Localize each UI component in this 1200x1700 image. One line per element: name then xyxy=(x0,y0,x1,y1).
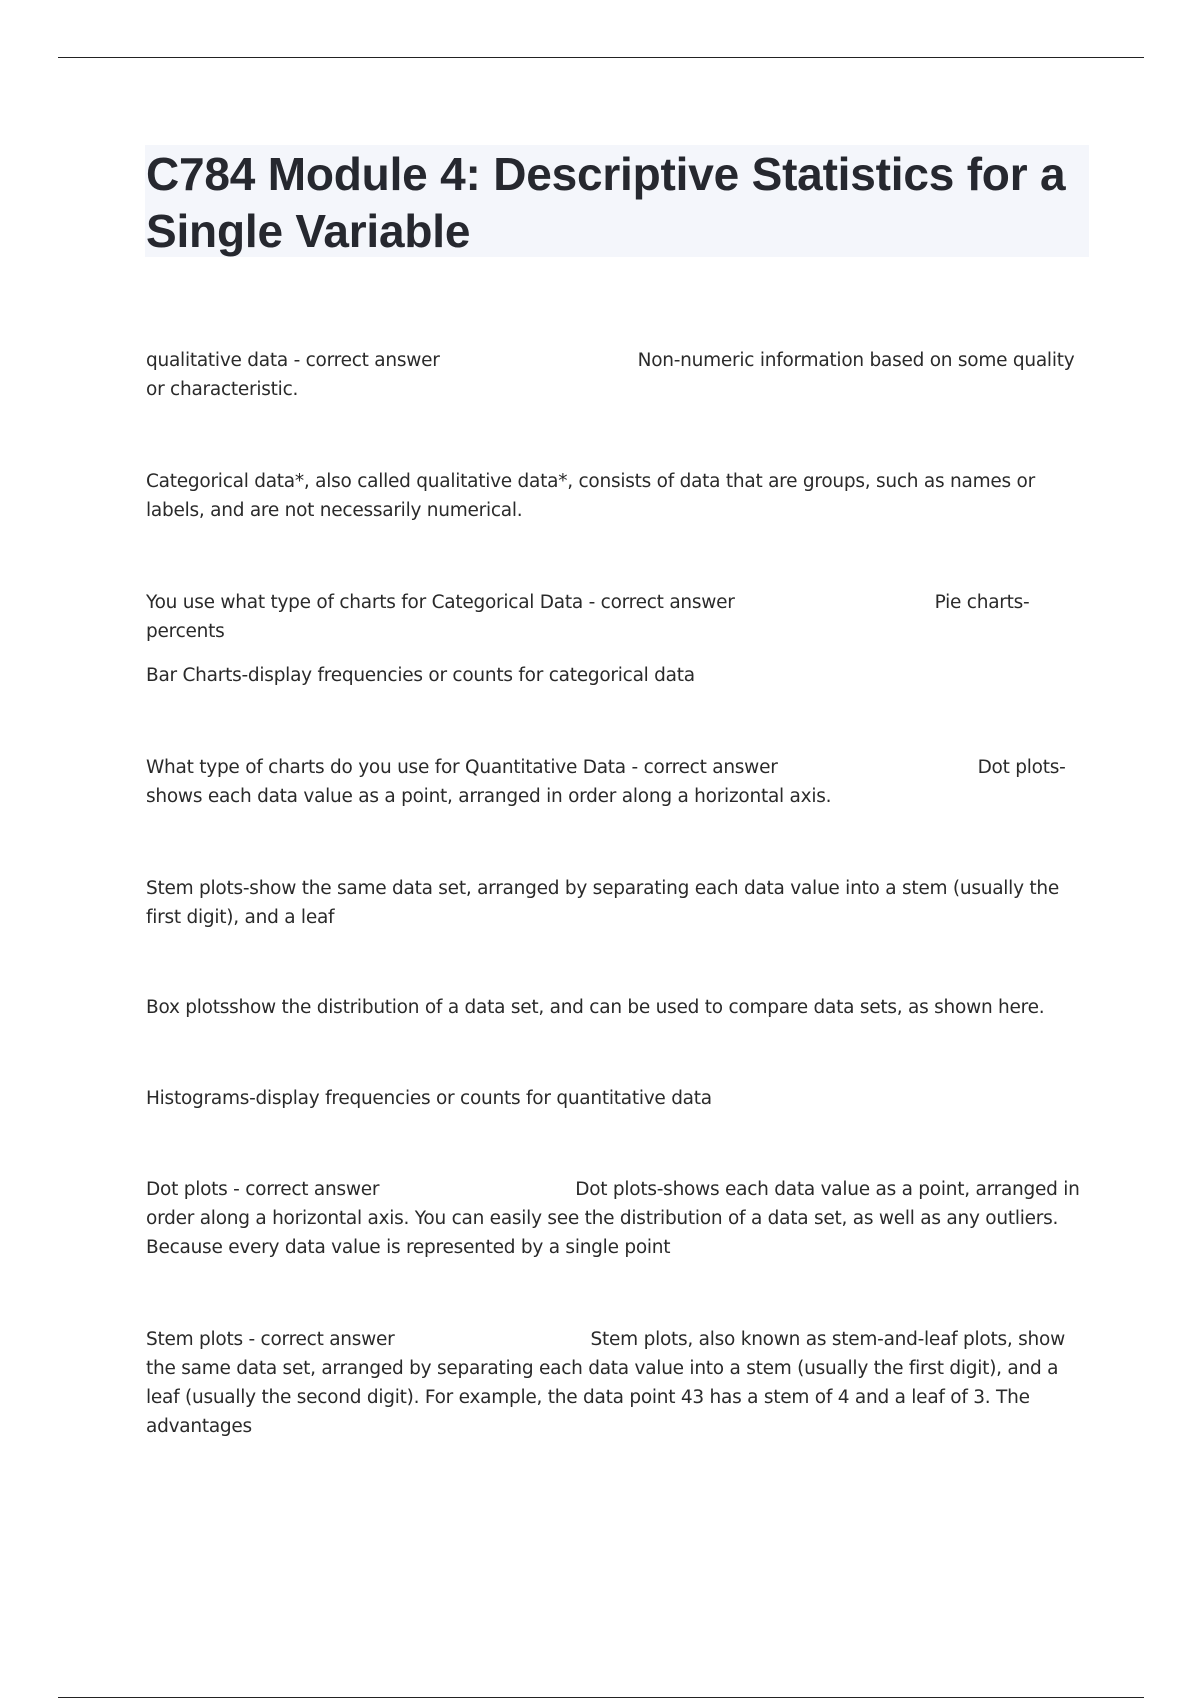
bottom-rule xyxy=(58,1697,1144,1698)
entry-stem-plots-summary: Stem plots-show the same data set, arranged by separating each data value into a stem (usually the first digit), and a leaf xyxy=(146,878,1060,928)
entry-answer: Non-numeric information based on some quality or characteristic. xyxy=(146,350,1075,400)
entry-stem-plots xyxy=(146,1325,1090,1441)
entry-bar-charts: Bar Charts-display frequencies or counts for categorical data xyxy=(146,665,695,686)
entry-answer: Dot plots-shows each data value as a point, arranged in order along a horizontal axis. You can easily see the distribution of a data set, as well as any outliers. Because every data value is represented by a single point xyxy=(146,1179,1080,1258)
top-rule xyxy=(58,57,1144,58)
entry-question: Dot plots - correct answer xyxy=(146,1179,380,1200)
entry-box-plots: Box plotsshow the distribution of a data set, and can be used to compare data sets, as shown here. xyxy=(146,997,1045,1018)
entry-histograms: Histograms-display frequencies or counts for quantitative data xyxy=(146,1088,712,1109)
entry-answer: Pie charts-percents xyxy=(146,592,1030,642)
entry-question: qualitative data - correct answer xyxy=(146,350,440,371)
entry-dot-plots xyxy=(146,1175,1090,1262)
entry-qualitative-data xyxy=(146,346,1090,404)
entry-answer: Stem plots, also known as stem-and-leaf plots, show the same data set, arranged by separating each data value into a stem (usually the first digit), and a leaf (usually the second digit). For example, the data point 43 has a stem of 4 and a leaf of 3. The advantages xyxy=(146,1329,1065,1437)
entry-question: You use what type of charts for Categorical Data - correct answer xyxy=(146,592,735,613)
entry-categorical-data: Categorical data*, also called qualitative data*, consists of data that are groups, such as names or labels, and are not necessarily numerical. xyxy=(146,471,1035,521)
document-title: C784 Module 4: Descriptive Statistics for a Single Variable xyxy=(146,148,1066,257)
entry-quantitative-charts xyxy=(146,753,1090,811)
entry-categorical-charts xyxy=(146,588,1090,646)
entry-question: Stem plots - correct answer xyxy=(146,1329,395,1350)
entry-answer: Dot plots-shows each data value as a point, arranged in order along a horizontal axis. xyxy=(146,757,1066,807)
entry-question: What type of charts do you use for Quantitative Data - correct answer xyxy=(146,757,778,778)
